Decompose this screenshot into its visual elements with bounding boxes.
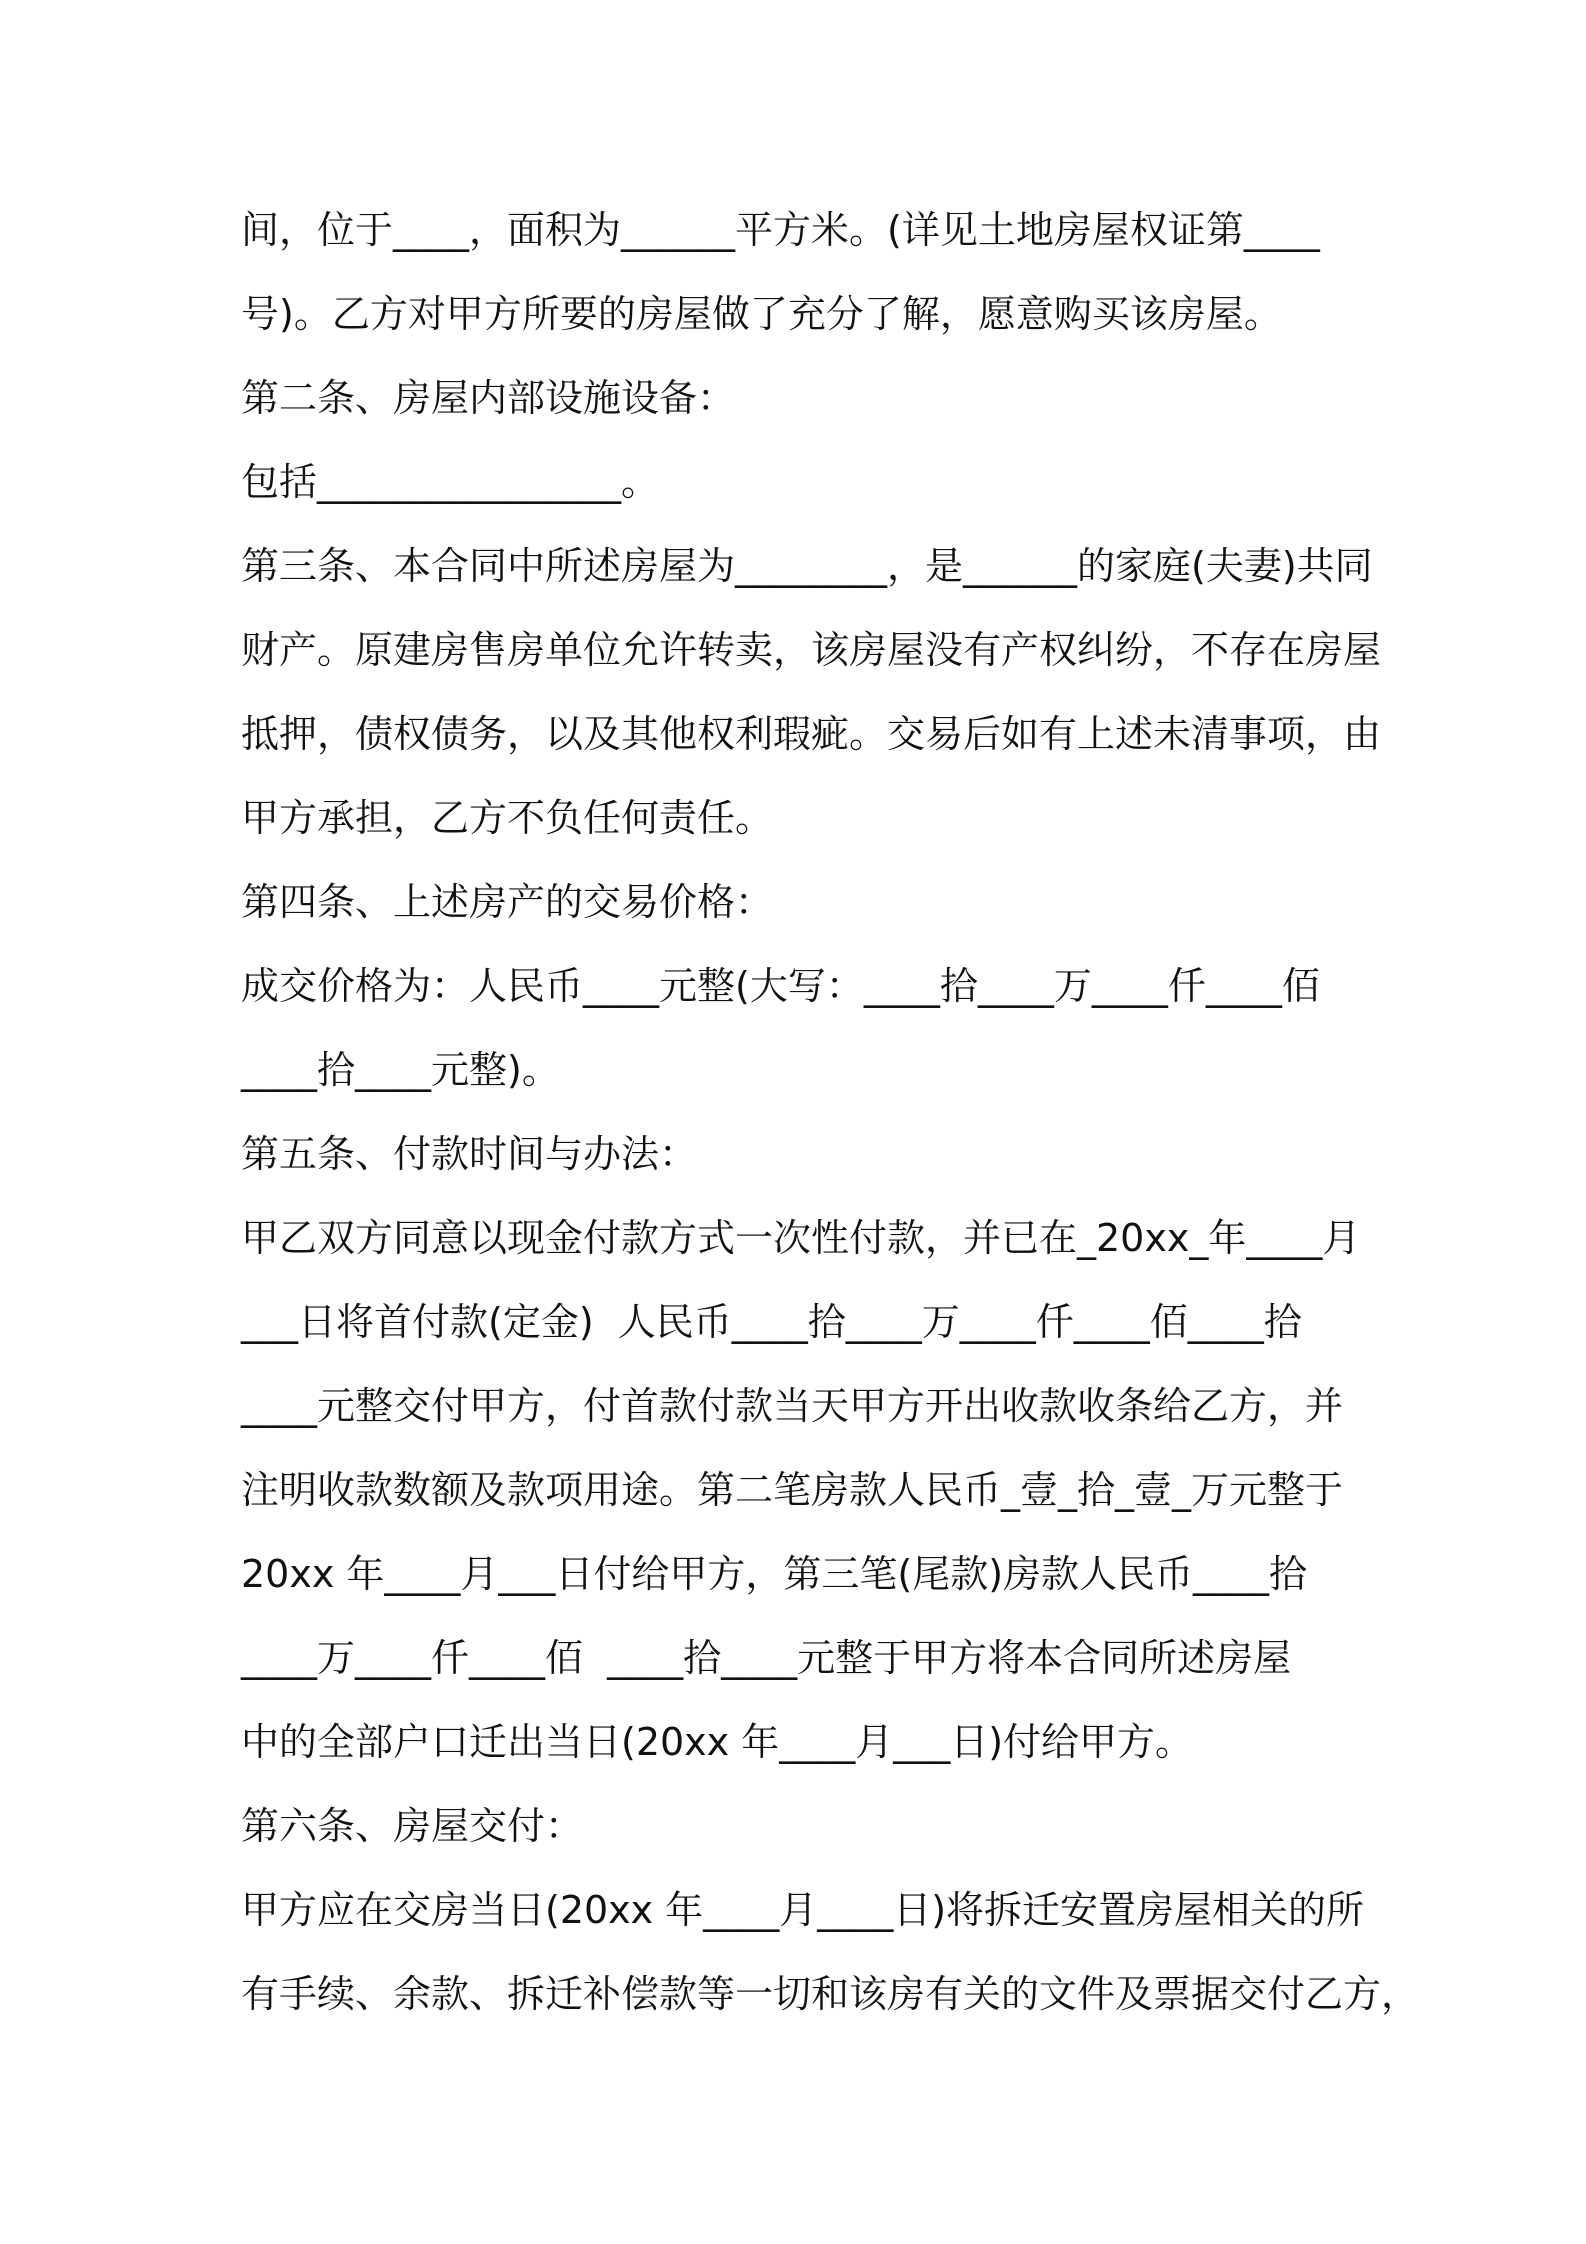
text-line: ____元整交付甲方，付首款付款当天甲方开出收款收条给乙方，并	[241, 1384, 1344, 1428]
section-heading: 第五条、付款时间与办法：	[241, 1132, 698, 1176]
text-line: 中的全部户口迁出当日(20xx 年____月___日)付给甲方。	[241, 1720, 1194, 1764]
text-line: 有手续、余款、拆迁补偿款等一切和该房有关的文件及票据交付乙方，	[241, 1972, 1420, 2016]
text-line: ___日将首付款(定金) 人民币____拾____万____仟____佰____拾	[241, 1300, 1302, 1344]
text-line: 甲方承担，乙方不负任何责任。	[241, 796, 774, 840]
text-line: 甲乙双方同意以现金付款方式一次性付款，并已在_20xx_年____月	[241, 1216, 1361, 1260]
text-line: 20xx 年____月___日付给甲方，第三笔(尾款)房款人民币____拾	[241, 1552, 1308, 1596]
text-line: 成交价格为：人民币____元整(大写：____拾____万____仟____佰	[241, 964, 1320, 1008]
text-line: 包括________________。	[241, 460, 660, 504]
section-heading: 第四条、上述房产的交易价格：	[241, 880, 774, 924]
text-line: 号)。乙方对甲方所要的房屋做了充分了解，愿意购买该房屋。	[241, 292, 1282, 336]
text-line: ____拾____元整)。	[241, 1048, 560, 1092]
text-line: 间，位于____，面积为______平方米。(详见土地房屋权证第____	[241, 208, 1320, 252]
section-heading: 第三条、本合同中所述房屋为________，是______的家庭(夫妻)共同	[241, 544, 1373, 588]
text-line: 甲方应在交房当日(20xx 年____月____日)将拆迁安置房屋相关的所	[241, 1888, 1365, 1932]
text-line: 注明收款数额及款项用途。第二笔房款人民币_壹_拾_壹_万元整于	[241, 1468, 1344, 1512]
section-heading: 第六条、房屋交付：	[241, 1804, 584, 1848]
text-line: 财产。原建房售房单位允许转卖，该房屋没有产权纠纷，不存在房屋	[241, 628, 1382, 672]
section-heading: 第二条、房屋内部设施设备：	[241, 376, 736, 420]
text-line: ____万____仟____佰 ____拾____元整于甲方将本合同所述房屋	[241, 1636, 1292, 1680]
text-line: 抵押，债权债务，以及其他权利瑕疵。交易后如有上述未清事项，由	[241, 712, 1382, 756]
